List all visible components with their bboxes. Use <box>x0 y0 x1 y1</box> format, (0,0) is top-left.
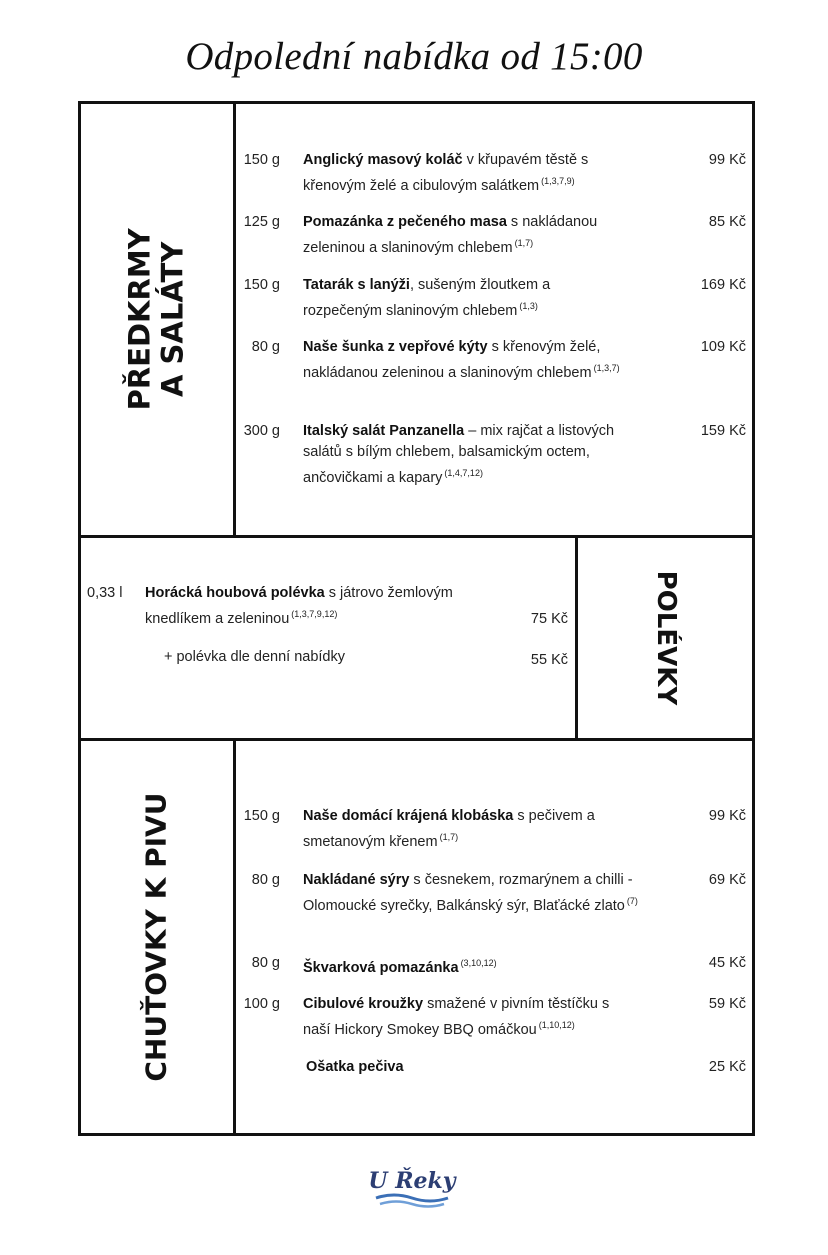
item-price: 99 Kč <box>708 808 746 824</box>
item-name: Nakládané sýry <box>303 872 410 888</box>
item-price: 169 Kč <box>700 277 746 293</box>
item-description <box>303 337 623 384</box>
item-allergens: (3,10,12) <box>460 958 497 968</box>
item-detail: s nakládanou zeleninou a slaninovým chlebem <box>303 214 598 256</box>
item-allergens: (1,4,7,12) <box>444 468 483 478</box>
logo-wave-1 <box>376 1195 448 1201</box>
item-weight: 100 g <box>243 996 280 1012</box>
item-name: Naše šunka z vepřové kýty <box>303 339 488 355</box>
section-label-chutovky <box>81 741 233 1133</box>
item-price: 59 Kč <box>708 996 746 1012</box>
logo-text: U Řeky <box>368 1168 456 1194</box>
item-price: 85 Kč <box>708 214 746 230</box>
item-name: Horácká houbová polévka <box>145 585 325 601</box>
item-price: 25 Kč <box>708 1059 746 1075</box>
item-name: Italský salát Panzanella <box>303 423 465 439</box>
item-name: Ošatka pečiva <box>306 1059 404 1075</box>
item-allergens: (1,3,7,9,12) <box>291 609 338 619</box>
item-allergens: (1,7) <box>439 832 459 842</box>
item-allergens: (1,7) <box>514 238 534 248</box>
restaurant-logo <box>362 1160 462 1220</box>
item-description <box>303 421 638 489</box>
item-weight: 80 g <box>251 955 280 971</box>
item-allergens: (1,10,12) <box>538 1020 575 1030</box>
item-description <box>303 806 623 853</box>
logo-graphic <box>362 1160 462 1220</box>
item-name: Škvarková pomazánka <box>303 960 459 976</box>
item-description <box>303 870 648 917</box>
item-description <box>303 953 623 979</box>
item-weight: 150 g <box>243 152 280 168</box>
item-price: 45 Kč <box>708 955 746 971</box>
item-detail: s játrovo žemlovým knedlíkem a zeleninou <box>145 585 453 627</box>
item-name: Cibulové kroužky <box>303 996 424 1012</box>
section-label-predkrmy-line2: A SALÁTY <box>156 241 191 398</box>
item-weight: 300 g <box>243 423 280 439</box>
item-name: Anglický masový koláč <box>303 152 463 168</box>
section-label-predkrmy-line1: PŘEDKRMY <box>122 228 157 411</box>
item-price: 55 Kč <box>530 652 568 668</box>
item-price: 69 Kč <box>708 872 746 888</box>
item-detail: s křenovým želé, nakládanou zeleninou a slaninovým chlebem <box>303 339 601 381</box>
item-detail: – mix rajčat a listových salátů s bílým chlebem, balsamickým octem, ančovičkami a kapary <box>303 423 615 486</box>
item-weight: 125 g <box>243 214 280 230</box>
item-price: 99 Kč <box>708 152 746 168</box>
item-description <box>306 1057 626 1078</box>
item-allergens: (7) <box>626 896 638 906</box>
item-weight: 80 g <box>251 339 280 355</box>
item-description <box>145 583 480 630</box>
item-description <box>303 275 593 322</box>
item-description <box>303 994 638 1041</box>
item-detail: v křupavém těstě s křenovým želé a cibulovým salátkem <box>303 152 589 194</box>
section-label-polevky-text: POLÉVKY <box>650 570 681 706</box>
item-allergens: (1,3) <box>519 301 538 311</box>
item-price: 75 Kč <box>530 611 568 627</box>
section-label-predkrmy <box>81 104 233 535</box>
item-weight: 80 g <box>251 872 280 888</box>
item-description <box>303 212 623 259</box>
item-allergens: (1,3,7,9) <box>541 176 575 186</box>
item-price: 109 Kč <box>700 339 746 355</box>
section-label-chutovky-text: CHUŤOVKY K PIVU <box>139 792 173 1082</box>
item-allergens: (1,3,7) <box>593 363 620 373</box>
item-name: Tatarák s lanýži <box>303 277 410 293</box>
item-volume: 0,33 l <box>87 585 123 601</box>
divider-chutovky-label <box>233 738 236 1136</box>
item-name: Pomazánka z pečeného masa <box>303 214 507 230</box>
item-weight: 150 g <box>243 808 280 824</box>
item-detail: smažené v pivním těstíčku s naší Hickory Smokey BBQ omáčkou <box>303 996 610 1038</box>
page-title: Odpolední nabídka od 15:00 <box>185 35 643 78</box>
item-description: + polévka dle denní nabídky <box>164 649 345 665</box>
item-description <box>303 150 618 197</box>
item-price: 159 Kč <box>700 423 746 439</box>
item-name: Naše domácí krájená klobáska <box>303 808 514 824</box>
item-detail: s pečivem a smetanovým křenem <box>303 808 595 850</box>
item-detail: , sušeným žloutkem a rozpečeným slaninovým chlebem <box>303 277 551 319</box>
section-label-polevky <box>578 538 752 738</box>
item-detail: s česnekem, rozmarýnem a chilli - Olomoucké syrečky, Balkánský sýr, Blaťácké zlato <box>303 872 633 914</box>
item-weight: 150 g <box>243 277 280 293</box>
